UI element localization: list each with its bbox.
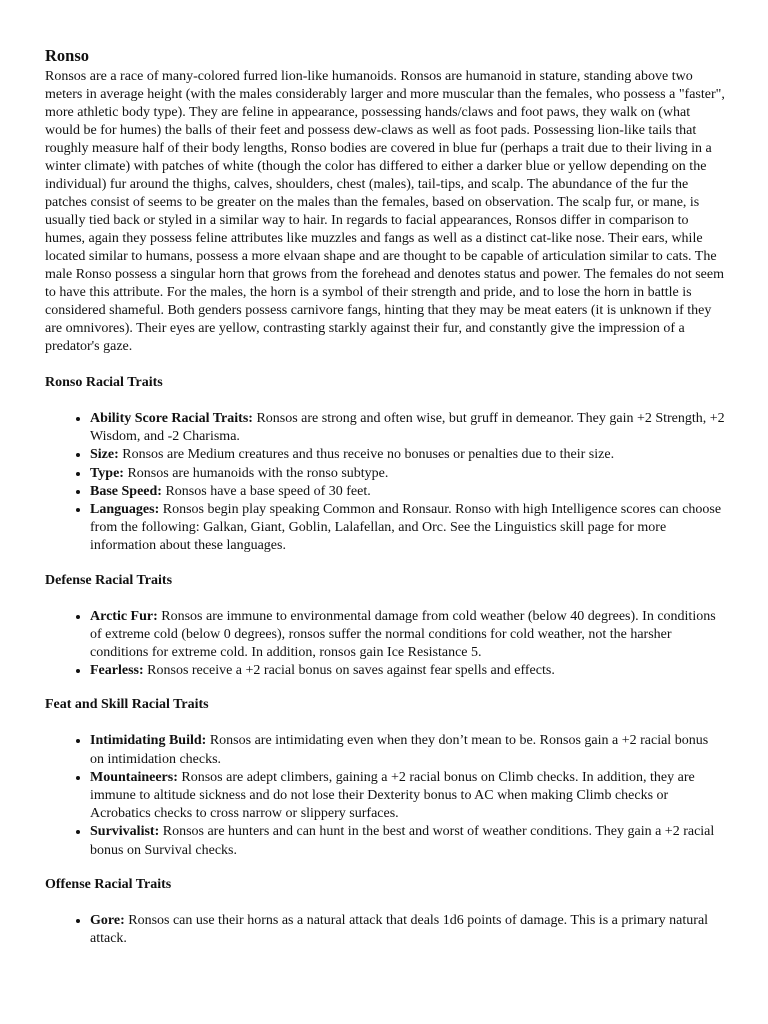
list-item [90, 446, 725, 464]
trait-term: Ability Score Racial Traits: [90, 411, 253, 426]
trait-text: Ronsos begin play speaking Common and Ronsaur. Ronso with high Intelligence scores can choose from the following: Galkan, Giant, Goblin, Lalafellan, and Orc. See the Linguistics skill page for more information about these languages. [90, 502, 722, 554]
section-heading-ronso-racial-traits: Ronso Racial Traits [45, 375, 163, 390]
page-title: Ronso [45, 46, 90, 65]
trait-term: Languages: [90, 502, 160, 518]
trait-list-offense [45, 912, 725, 948]
trait-term: Arctic Fur: [90, 608, 158, 624]
list-item [90, 483, 725, 501]
trait-term: Intimidating Build: [90, 733, 207, 749]
trait-text: Ronsos are intimidating even when they don’t mean to be. Ronsos gain a +2 racial bonus on intimidation checks. [90, 733, 709, 767]
list-item [90, 732, 725, 768]
section-heading-feat-and-skill-racial-traits: Feat and Skill Racial Traits [45, 697, 209, 713]
trait-text: Ronsos are hunters and can hunt in the best and worst of weather conditions. They gain a +2 racial bonus on Survival checks. [90, 824, 715, 858]
trait-term: Base Speed: [90, 483, 162, 499]
trait-text: Ronsos have a base speed of 30 feet. [161, 483, 371, 499]
list-item [90, 465, 725, 483]
intro-paragraph: Ronsos are a race of many-colored furred lion-like humanoids. Ronsos are humanoid in stature, standing above two meters in average height (with the males considerably larger and more muscular than the females, who possess a "faster", more athletic body type). They are feline in appearance, possessing hands/claws and foot paws, they walk on (what would be for humes) the balls of their feet and possess dew-claws as well as foot pads. Possessing lion-like tails that roughly measure half of their body lengths, Ronso bodies are covered in blue fur (perhaps a trait due to their living in a winter climate) with patches of white (though the color has differed to either a darker blue or yellow depending on the individual) fur around the thighs, calves, shoulders, chest (males), tail-tips, and scalp. The abundance of the fur the patches consist of seems to be greater on the males than the females, based on observation. The scalp fur, or mane, is usually tied back or styled in a similar way to hair. In regards to facial appearances, Ronsos differ in comparison to humes, again they possess feline attributes like muzzles and fangs as well as a distinct cat-like nose. Their ears, while located similar to humans, possess a more elvaan shape and are thought to be capable of articulation similar to cats. The male Ronso possess a singular horn that grows from the forehead and denotes status and power. The females do not seem to have this attribute. For the males, the horn is a symbol of their strength and pride, and to lose the horn in battle is considered shameful. Both genders possess carnivore fangs, hinting that they may be meat eaters (it is unknown if they are omnivores). Their eyes are yellow, contrasting starkly against their fur, and constantly give the impression of a predator's gaze. [45, 69, 725, 354]
list-item [90, 823, 725, 859]
list-item [90, 769, 725, 824]
trait-text: Ronsos are humanoids with the ronso subtype. [123, 465, 389, 481]
trait-term: Fearless: [90, 663, 144, 679]
list-item [90, 501, 725, 556]
trait-text: Ronsos are adept climbers, gaining a +2 racial bonus on Climb checks. In addition, they are immune to altitude sickness and do not lose their Dexterity bonus to AC when making Climb checks or Acrobatics checks to cross narrow or slippery surfaces. [90, 769, 695, 822]
list-item [90, 410, 725, 446]
trait-list-ronso [45, 410, 725, 556]
trait-term: Type: [90, 465, 124, 481]
list-item [90, 662, 725, 680]
trait-term: Size: [90, 447, 119, 463]
trait-text: Ronsos are Medium creatures and thus receive no bonuses or penalties due to their size. [118, 447, 615, 463]
list-item [90, 912, 725, 948]
list-item [90, 608, 725, 663]
trait-text: Ronsos receive a +2 racial bonus on saves against fear spells and effects. [143, 663, 555, 679]
trait-term: Survivalist: [90, 824, 160, 840]
trait-text: Ronsos are immune to environmental damage from cold weather (below 40 degrees). In conditions of extreme cold (below 0 degrees), ronsos suffer the normal conditions for cold weather, not the harsher conditions for extreme cold. In addition, ronsos gain Ice Resistance 5. [90, 608, 716, 661]
trait-text: Ronsos can use their horns as a natural attack that deals 1d6 points of damage. This is a primary natural attack. [90, 912, 709, 947]
trait-list-defense [45, 608, 725, 681]
trait-text: Ronsos are strong and often wise, but gruff in demeanor. They gain +2 Strength, +2 Wisdom, and -2 Charisma. [90, 411, 725, 445]
section-heading-offense-racial-traits: Offense Racial Traits [45, 876, 172, 892]
trait-list-feat-skill [45, 732, 725, 859]
section-heading-defense-racial-traits: Defense Racial Traits [45, 572, 173, 588]
document-page [45, 46, 725, 948]
trait-term: Gore: [90, 912, 125, 928]
trait-term: Mountaineers: [90, 769, 178, 785]
